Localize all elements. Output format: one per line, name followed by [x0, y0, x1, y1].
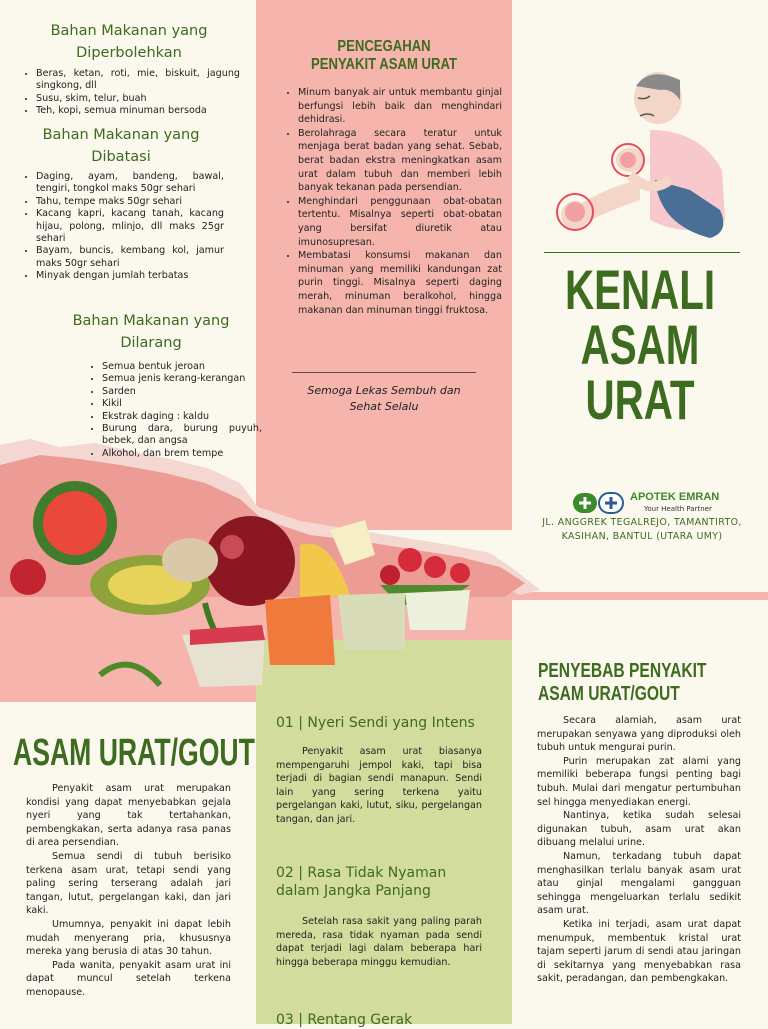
- list-item: • Teh, kopi, semua minuman bersoda: [36, 105, 240, 117]
- gout-title: ASAM URAT/GOUT: [13, 732, 255, 774]
- address: [520, 516, 764, 544]
- closing-line2: Sehat Selalu: [349, 400, 419, 413]
- list-item: • Burung dara, burung puyuh, bebek, dan angsa: [102, 423, 262, 448]
- cover-rule: [544, 252, 740, 253]
- symptom-1-text: Penyakit asam urat biasanya mempengaruhi jempol kaki, tapi bisa terjadi di bagian sendi manapun. Sendi lain yang sering terkena yaitu pergelangan kaki, lutut, siku, pergelangan tangan, dan jari.: [276, 746, 482, 825]
- prevention-list: [282, 86, 502, 317]
- cover-title-line1: KENALI: [564, 258, 716, 321]
- cover-title-line3: URAT: [585, 368, 695, 431]
- list-item: • Sarden: [102, 386, 262, 398]
- cause-paragraph: Namun, terkadang tubuh dapat menghasilkan terlalu banyak asam urat atau ginjal mengalami gangguan sehingga mengeluarkan terlalu sedikit asam urat.: [537, 850, 741, 917]
- gout-paragraph: Umumnya, penyakit ini dapat lebih mudah menyerang pria, khususnya mereka yang berusia di atas 30 tahun.: [26, 918, 231, 958]
- list-item: • Susu, skim, telur, buah: [36, 93, 240, 105]
- brand-tagline: Your Health Partner: [644, 505, 712, 513]
- list-item: • Minum banyak air untuk membantu ginjal berfungsi lebih baik dan menghindari dehidrasi.: [298, 86, 502, 127]
- list-item: • Menghindari penggunaan obat-obatan tertentu. Misalnya seperti obat-obatan yang bersifat diuretik atau imunosupresan.: [298, 195, 502, 249]
- gout-paragraph: Semua sendi di tubuh berisiko terkena asam urat, tetapi sendi yang paling sering terserang adalah jari tangan, lutut, pergelangan kaki, dan jari kaki.: [26, 850, 231, 917]
- list-item: • Minyak dengan jumlah terbatas: [36, 270, 224, 282]
- list-item: • Membatasi konsumsi makanan dan minuman yang memiliki kandungan zat purin tinggi. Misalnya seperti daging merah, minuman beralkohol, hingga makanan dan minuman tinggi fruktosa.: [298, 249, 502, 317]
- prevention-title-line2: PENYAKIT ASAM URAT: [310, 56, 458, 73]
- cover-title: [512, 258, 768, 431]
- food-photo: [0, 425, 545, 715]
- cause-paragraph: Nantinya, ketika sudah selesai digunakan tubuh, asam urat akan dibuang melalui urine.: [537, 810, 741, 849]
- cover-title-line2: ASAM: [580, 313, 700, 376]
- gout-paragraph: Penyakit asam urat merupakan kondisi yang dapat menyebabkan gejala nyeri yang tak tertahankan, pembengkakan, serta adanya rasa panas di area persendian.: [26, 783, 231, 849]
- list-item: • Ekstrak daging : kaldu: [102, 411, 262, 423]
- divider: [292, 372, 476, 373]
- address-line1: JL. ANGGREK TEGALREJO, TAMANTIRTO,: [542, 517, 742, 528]
- forbidden-title: Bahan Makanan yang Dilarang: [72, 313, 230, 351]
- gout-body: [26, 782, 231, 1000]
- prevention-title: [256, 38, 512, 74]
- allowed-section: [18, 20, 240, 118]
- allowed-title: Bahan Makanan yang Diperbolehkan: [50, 23, 208, 61]
- cause-body: [537, 714, 741, 986]
- closing-line1: Semoga Lekas Sembuh dan: [307, 384, 461, 397]
- list-item: • Kikil: [102, 398, 262, 410]
- patient-illustration: [540, 60, 735, 245]
- symptom-2-title: 02 | Rasa Tidak Nyaman dalam Jangka Panjang: [276, 865, 447, 899]
- symptom-1-title: 01 | Nyeri Sendi yang Intens: [276, 715, 475, 731]
- brand-logo: [572, 489, 732, 519]
- cause-paragraph: Ketika ini terjadi, asam urat dapat menumpuk, membentuk kristal urat tajam seperti jarum di sendi atau jaringan di sekitarnya yang menyebabkan rasa sakit, peradangan, dan pembengkakan.: [537, 918, 741, 985]
- limited-list: [18, 171, 224, 283]
- list-item: • Bayam, buncis, kembang kol, jamur maks 50gr sehari: [36, 245, 224, 270]
- prevention-title-line1: PENCEGAHAN: [337, 38, 431, 55]
- limited-title: Bahan Makanan yang Dibatasi: [42, 127, 200, 165]
- forbidden-list: [84, 361, 262, 460]
- symptom-3-title: 03 | Rentang Gerak: [276, 1012, 413, 1028]
- list-item: • Beras, ketan, roti, mie, biskuit, jagung singkong, dll: [36, 68, 240, 93]
- cause-paragraph: Secara alamiah, asam urat merupakan senyawa yang diproduksi oleh tubuh untuk mengurai purin.: [537, 715, 741, 754]
- list-item: • Daging, ayam, bandeng, bawal, tengiri, tongkol maks 50gr sehari: [36, 171, 224, 196]
- list-item: • Tahu, tempe maks 50gr sehari: [36, 196, 224, 208]
- cause-paragraph: Purin merupakan zat alami yang memiliki beberapa fungsi penting bagi tubuh. Mulai dari mengatur pertumbuhan sel hingga menyediakan energi.: [537, 755, 741, 808]
- list-item: • Berolahraga secara teratur untuk menjaga berat badan yang sehat. Sebab, berat badan ekstra meningkatkan asam urat dalam tubuh dan memberi lebih banyak tekanan pada persendian.: [298, 127, 502, 195]
- cause-title: PENYEBAB PENYAKIT ASAM URAT/GOUT: [538, 660, 707, 705]
- list-item: • Semua bentuk jeroan: [102, 361, 262, 373]
- brand-name: APOTEK EMRAN: [630, 491, 720, 503]
- allowed-list: [18, 68, 240, 118]
- pharmacy-logo-icon: [572, 489, 626, 517]
- list-item: • Kacang kapri, kacang tanah, kacang hijau, polong, mlinjo, dll maks 25gr sehari: [36, 208, 224, 245]
- symptom-2-text: Setelah rasa sakit yang paling parah mereda, rasa tidak nyaman pada sendi dapat terjadi lagi dalam beberapa hari hingga beberapa minggu kemudian.: [276, 916, 482, 968]
- gout-paragraph: Pada wanita, penyakit asam urat ini dapat muncul setelah terkena menopause.: [26, 959, 231, 998]
- list-item: • Alkohol, dan brem tempe: [102, 448, 262, 460]
- address-line2: KASIHAN, BANTUL (UTARA UMY): [561, 531, 723, 542]
- list-item: • Semua jenis kerang-kerangan: [102, 373, 262, 385]
- forbidden-section: [56, 310, 246, 354]
- closing-text: [268, 383, 500, 415]
- limited-section: [18, 124, 224, 283]
